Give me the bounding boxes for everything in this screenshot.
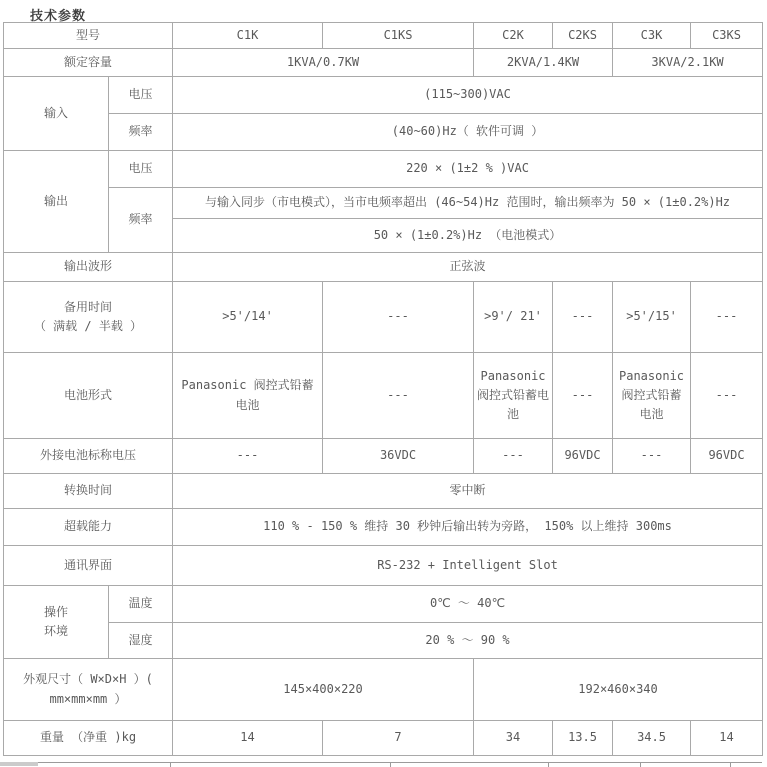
battery-row-label: 电池形式 [4, 353, 173, 439]
row-input-voltage [4, 77, 763, 114]
input-voltage-label: 电压 [109, 77, 173, 114]
output-frequency-label: 频率 [109, 188, 173, 253]
overload-row-label: 超载能力 [4, 509, 173, 546]
environment-label-line2: 环境 [43, 624, 68, 638]
temperature-value: 0℃ ～ 40℃ [173, 586, 763, 623]
backup-cell-c3k: >5'/15' [613, 282, 691, 353]
ext-battery-cell-c2k: --- [474, 439, 553, 474]
output-frequency-line-mode: 与输入同步（市电模式），当市电频率超出 (46~54)Hz 范围时，输出频率为 50 × (1±0.2%)Hz [173, 188, 763, 219]
battery-cell-c1k: Panasonic 阀控式铅蓄电池 [173, 353, 323, 439]
dimensions-cell-large: 192×460×340 [474, 659, 763, 721]
battery-cell-c3ks: --- [691, 353, 763, 439]
dimensions-row-label: 外观尺寸（ W×D×H ）( mm×mm×mm ） [4, 659, 173, 721]
backup-row-label [4, 282, 173, 353]
ext-battery-cell-c2ks: 96VDC [553, 439, 613, 474]
battery-cell-c1ks: --- [323, 353, 474, 439]
row-transfer-time [4, 474, 763, 509]
row-env-temperature [4, 586, 763, 623]
output-voltage-label: 电压 [109, 151, 173, 188]
ext-battery-row-label: 外接电池标称电压 [4, 439, 173, 474]
capacity-row-label: 额定容量 [4, 49, 173, 77]
input-frequency-label: 频率 [109, 114, 173, 151]
row-waveform [4, 253, 763, 282]
page-title: 技术参数 [30, 9, 87, 24]
model-cell-c2k: C2K [474, 23, 553, 49]
row-battery-type [4, 353, 763, 439]
weight-cell-c2k: 34 [474, 721, 553, 756]
dimensions-cell-small: 145×400×220 [173, 659, 474, 721]
model-cell-c3k: C3K [613, 23, 691, 49]
waveform-value: 正弦波 [173, 253, 763, 282]
battery-cell-c3k: Panasonic 阀控式铅蓄电池 [613, 353, 691, 439]
comm-value: RS-232 + Intelligent Slot [173, 546, 763, 586]
row-output-frequency-line [4, 188, 763, 219]
row-output-voltage [4, 151, 763, 188]
output-voltage-value: 220 × (1±2 % )VAC [173, 151, 763, 188]
row-comm-interface [4, 546, 763, 586]
partial-row-divider [170, 763, 171, 767]
weight-cell-c3ks: 14 [691, 721, 763, 756]
partial-row-divider [730, 763, 731, 767]
battery-cell-c2k: Panasonic 阀控式铅蓄电池 [474, 353, 553, 439]
row-overload [4, 509, 763, 546]
model-cell-c1k: C1K [173, 23, 323, 49]
page [0, 5, 767, 766]
partial-row-divider [548, 763, 549, 767]
backup-label-line2: （ 满载 / 半载 ） [33, 319, 143, 333]
backup-label-line1: 备用时间 [64, 299, 113, 314]
waveform-row-label: 输出波形 [4, 253, 173, 282]
input-frequency-value: (40~60)Hz（ 软件可调 ） [173, 114, 763, 151]
environment-label-line1: 操作 [43, 604, 68, 619]
transfer-value: 零中断 [173, 474, 763, 509]
spec-table [3, 22, 763, 756]
backup-cell-c3ks: --- [691, 282, 763, 353]
partial-next-row [0, 762, 767, 766]
backup-cell-c1ks: --- [323, 282, 474, 353]
backup-cell-c2k: >9'/ 21' [474, 282, 553, 353]
model-cell-c1ks: C1KS [323, 23, 474, 49]
row-dimensions [4, 659, 763, 721]
partial-row-gray-cell [0, 762, 38, 766]
temperature-label: 温度 [109, 586, 173, 623]
partial-row-divider [640, 763, 641, 767]
model-cell-c2ks: C2KS [553, 23, 613, 49]
row-ext-battery-voltage [4, 439, 763, 474]
humidity-value: 20 % ～ 90 % [173, 623, 763, 659]
partial-row-cells [38, 762, 762, 767]
capacity-cell: 1KVA/0.7KW [173, 49, 474, 77]
transfer-row-label: 转换时间 [4, 474, 173, 509]
ext-battery-cell-c1ks: 36VDC [323, 439, 474, 474]
capacity-cell: 3KVA/2.1KW [613, 49, 763, 77]
weight-row-label: 重量 （净重 )kg [4, 721, 173, 756]
model-row-label: 型号 [4, 23, 173, 49]
ext-battery-cell-c3k: --- [613, 439, 691, 474]
row-capacity [4, 49, 763, 77]
input-voltage-value: (115~300)VAC [173, 77, 763, 114]
capacity-cell: 2KVA/1.4KW [474, 49, 613, 77]
output-group-label: 输出 [4, 151, 109, 253]
ext-battery-cell-c3ks: 96VDC [691, 439, 763, 474]
comm-row-label: 通讯界面 [4, 546, 173, 586]
model-cell-c3ks: C3KS [691, 23, 763, 49]
row-weight [4, 721, 763, 756]
output-frequency-battery-mode: 50 × (1±0.2%)Hz （电池模式） [173, 219, 763, 253]
ext-battery-cell-c1k: --- [173, 439, 323, 474]
environment-group-label [4, 586, 109, 659]
backup-cell-c2ks: --- [553, 282, 613, 353]
row-backup-time [4, 282, 763, 353]
row-input-frequency [4, 114, 763, 151]
battery-cell-c2ks: --- [553, 353, 613, 439]
row-env-humidity [4, 623, 763, 659]
backup-cell-c1k: >5'/14' [173, 282, 323, 353]
row-model [4, 23, 763, 49]
input-group-label: 输入 [4, 77, 109, 151]
overload-value: 110 % - 150 % 维持 30 秒钟后输出转为旁路， 150% 以上维持 300ms [173, 509, 763, 546]
humidity-label: 湿度 [109, 623, 173, 659]
weight-cell-c3k: 34.5 [613, 721, 691, 756]
weight-cell-c1ks: 7 [323, 721, 474, 756]
weight-cell-c2ks: 13.5 [553, 721, 613, 756]
weight-cell-c1k: 14 [173, 721, 323, 756]
partial-row-divider [390, 763, 391, 767]
